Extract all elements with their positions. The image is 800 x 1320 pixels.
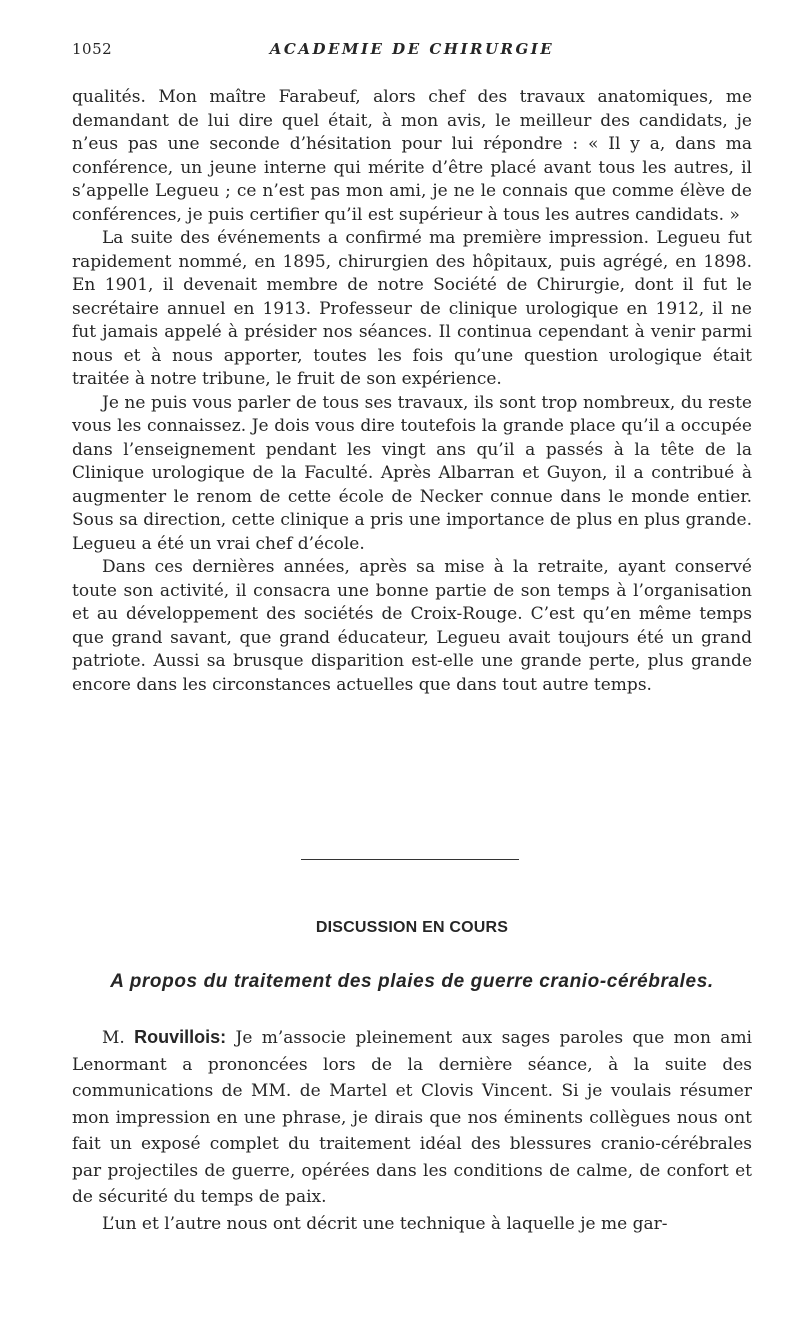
paragraph: Dans ces dernières années, après sa mise à la retraite, ayant conservé toute son activité, il consacra une bonne partie de son temps à l’organisation et au développement des sociétés de Croix-Rouge. C’est qu’en même temps que grand savant, que grand éducateur, Legueu avait toujours été un grand patriote. Aussi sa brusque disparition est-elle une grande perte, plus grande encore dans les circonstances actuelles que dans tout autre temps. — [72, 557, 752, 695]
speaker-prefix: M. — [102, 1028, 135, 1048]
obituary-text — [72, 86, 752, 697]
speaker-colon: : — [220, 1027, 227, 1047]
section-heading: DISCUSSION EN COURS — [315, 919, 509, 936]
paragraph: L’un et l’autre nous ont décrit une technique à laquelle je me gar- — [102, 1213, 668, 1234]
running-title: ACADEMIE DE CHIRURGIE — [269, 40, 555, 58]
article-title: A propos du traitement des plaies de guerre cranio-cérébrales. — [110, 971, 714, 992]
section-divider — [301, 859, 519, 860]
paragraph: La suite des événements a confirmé ma première impression. Legueu fut rapidement nommé, en 1895, chirurgien des hôpitaux, puis agrégé, en 1898. En 1901, il devenait membre de notre Société de Chirurgie, dont il fut le secrétaire annuel en 1913. Professeur de clinique urologique en 1912, il ne fut jamais appelé à présider nos séances. Il continua cependant à venir parmi nous et à nous apporter, toutes les fois qu’une question urologique était traitée à notre tribune, le fruit de son expérience. — [72, 228, 752, 389]
page-header — [72, 40, 752, 64]
speaker-name: Rouvillois — [134, 1027, 221, 1047]
page-number: 1052 — [72, 40, 113, 58]
paragraph: qualités. Mon maître Farabeuf, alors chef des travaux anatomiques, me demandant de lui dire quel était, à mon avis, le meilleur des candidats, je n’eus pas une seconde d’hésitation pour lui répondre : « Il y a, dans ma conférence, un jeune interne qui mérite d’être placé avant tous les autres, il s’appelle Legueu ; ce n’est pas mon ami, je ne le connais que comme élève de conférences, je puis certifier qu’il est supérieur à tous les autres candidats. » — [72, 87, 752, 225]
paragraph: Je ne puis vous parler de tous ses travaux, ils sont trop nombreux, du reste vous les connaissez. Je dois vous dire toutefois la grande place qu’il a occupée dans l’enseignement pendant les vingt ans qu’il a passés à la tête de la Clinique urologique de la Faculté. Après Albarran et Guyon, il a contribué à augmenter le renom de cette école de Necker connue dans le monde entier. Sous sa direction, cette clinique a pris une importance de plus en plus grande. Legueu a été un vrai chef d’école. — [72, 392, 752, 554]
discussion-text — [72, 1024, 752, 1237]
speaker-paragraph — [72, 1024, 752, 1211]
speaker-statement: Je m’associe pleinement aux sages paroles que mon ami Lenormant a prononcées lors de la dernière séance, à la suite des communications de MM. de Martel et Clovis Vincent. Si je voulais résumer mon impression en une phrase, je dirais que nos éminents collègues nous ont fait un exposé complet du traitement idéal des blessures cranio-cérébrales par projectiles de guerre, opérées dans les conditions de calme, de confort et de sécurité du temps de paix. — [72, 1028, 752, 1207]
